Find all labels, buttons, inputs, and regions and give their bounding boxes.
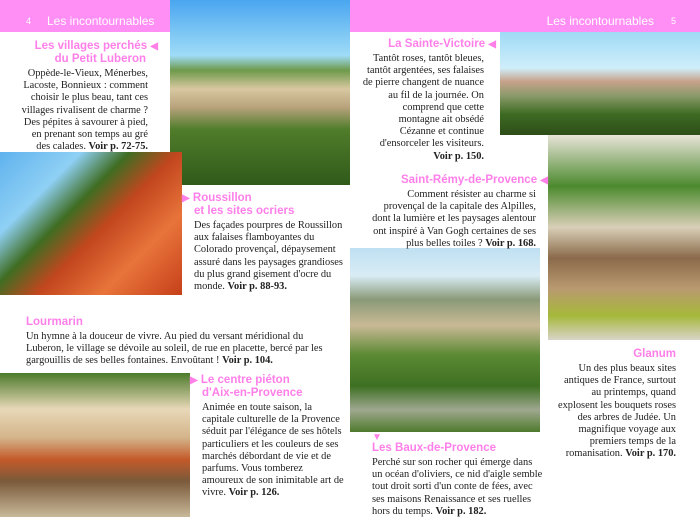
photo-aix-market (0, 373, 190, 517)
page-reference: Voir p. 126. (228, 487, 280, 499)
arrow-left-icon: ◀ (150, 41, 158, 52)
section-petit-luberon (20, 40, 158, 153)
page-reference: Voir p. 170. (625, 448, 676, 460)
section-aix (190, 374, 346, 500)
arrow-left-icon: ◀ (488, 39, 496, 50)
section-heading: La Sainte-Victoire (388, 38, 486, 50)
section-heading: Les Baux-de-Provence (372, 442, 496, 454)
photo-roussillon-ochre (0, 152, 182, 295)
section-heading-line2: d'Aix-en-Provence (202, 387, 303, 399)
section-heading: Lourmarin (26, 316, 83, 328)
arrow-right-icon: ▶ (182, 193, 190, 204)
arrow-right-icon: ▶ (190, 375, 198, 386)
page-reference: Voir p. 88-93. (227, 281, 287, 293)
section-text: Animée en toute saison, la capitale culturelle de la Provence séduit par l'élégance de ses hôtels particuliers et les couleurs de ses marchés débordant de vie et de parfums. Vous tomberez amoureux de son inimitable art de vivre. (202, 402, 344, 499)
section-heading: Les villages perchés (34, 40, 148, 52)
photo-saint-remy-cafe (548, 135, 700, 340)
section-heading: Glanum (633, 348, 676, 360)
section-les-baux (372, 433, 544, 518)
section-title: Les incontournables (47, 14, 155, 28)
photo-sainte-victoire (500, 32, 700, 135)
page-number: 5 (670, 16, 676, 26)
page-number: 4 (26, 16, 32, 26)
section-roussillon (182, 192, 348, 293)
section-text: Des façades pourpres de Roussillon aux falaises flamboyantes du Colorado provençal, dépaysement assuré dans les paysages grandioses du plus grand gisement d'ocre du monde. (194, 220, 343, 293)
page-reference: Voir p. 168. (485, 237, 536, 249)
left-page-header (0, 0, 170, 32)
section-sainte-victoire (362, 38, 496, 163)
section-text: Un des plus beaux sites antiques de France, surtout au printemps, quand explosent les bouquets roses des arbres de Judée. Un magnifique voyage aux premiers temps de la romanisation. (557, 363, 676, 460)
section-heading: Saint-Rémy-de-Provence (400, 174, 538, 186)
section-text: Perché sur son rocher qui émerge dans un océan d'oliviers, ce nid d'aigle semble tout droit sorti d'un conte de fées, avec ses maisons Renaissance et ses ruelles hors du temps. (372, 457, 543, 517)
section-text: Tantôt roses, tantôt bleues, tantôt argentées, ses falaises de pierre changent de nuance au fil de la journée. On comprend que cette montagne ait obsédé Cézanne et continue d'ensorceler les visiteurs. (362, 53, 484, 150)
section-heading-line2: du Petit Luberon (54, 53, 146, 65)
right-page-header (350, 0, 700, 32)
photo-les-baux (350, 248, 540, 432)
section-saint-remy (366, 174, 548, 250)
page-reference: Voir p. 182. (435, 505, 487, 517)
section-heading: Roussillon (192, 192, 252, 204)
page-reference: Voir p. 150. (433, 150, 484, 162)
page-reference: Voir p. 104. (222, 355, 273, 367)
photo-luberon-village (170, 0, 350, 185)
section-text: Oppède-le-Vieux, Ménerbes, Lacoste, Bonnieux : comment choisir le plus beau, tant ces villages rivalisent de charme ? Des pépites à savourer à pied, en prenant son temps au gré des calades. (21, 68, 148, 153)
section-text: Comment résister au charme si provençal de la capitale des Alpilles, dont la lumière et les paysages alentour ont inspiré à Van Gogh certaines de ses plus belles toiles ? (372, 189, 536, 249)
arrow-left-icon: ◀ (540, 175, 548, 186)
section-lourmarin (26, 316, 336, 368)
section-heading: Le centre piéton (200, 374, 290, 386)
section-text: Un hymne à la douceur de vivre. Au pied du versant méridional du Luberon, le village se dévoile au soleil, de rue en placette, bercé par les gargouillis de ses belles fontaines. Envoûtant ! (26, 331, 323, 367)
section-glanum (552, 348, 676, 461)
section-heading-line2: et les sites ocriers (194, 205, 295, 217)
page-reference: Voir p. 72-75. (88, 141, 148, 153)
arrow-down-icon: ▼ (372, 432, 382, 443)
section-title: Les incontournables (546, 14, 654, 28)
